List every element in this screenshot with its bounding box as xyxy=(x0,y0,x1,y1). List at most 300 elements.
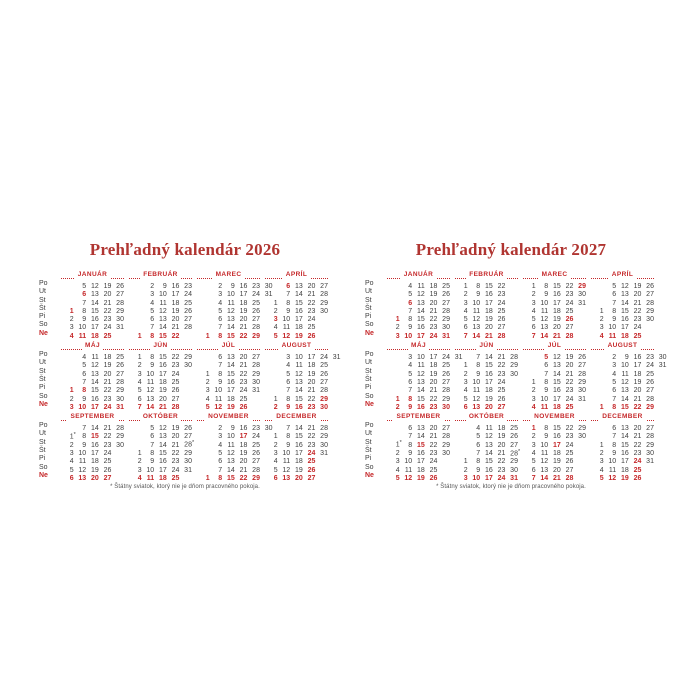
day-cell: 19 xyxy=(552,316,561,324)
week-row-ut xyxy=(523,359,586,370)
day-cell: 22 xyxy=(103,387,112,395)
day-cell: 18 xyxy=(158,378,167,386)
day-cell: 30 xyxy=(252,378,260,386)
day-cell: 3 xyxy=(150,291,155,299)
day-cell: 7 xyxy=(82,299,87,307)
day-cell: 7 xyxy=(612,433,617,441)
day-cell: 13 xyxy=(620,291,629,299)
week-row-št xyxy=(61,376,124,384)
day-cell: 22 xyxy=(565,378,574,386)
day-cell: 8 xyxy=(150,354,155,362)
day-cell: 27 xyxy=(320,378,328,386)
week-row-st xyxy=(265,368,328,376)
day-cell: 30 xyxy=(116,441,124,449)
week-row-ne xyxy=(591,330,654,338)
week-row-pi xyxy=(61,313,124,324)
day-cell: 22 xyxy=(565,425,574,433)
day-cell: 25 xyxy=(510,425,518,433)
weekday-label-st: St xyxy=(365,367,372,375)
day-cell: 29 xyxy=(252,474,260,482)
day-cell: 22 xyxy=(633,307,642,315)
day-cell: 9 xyxy=(612,316,617,324)
day-cell: 14 xyxy=(620,433,629,441)
day-cell: 7 xyxy=(612,299,617,307)
day-cell: 7 xyxy=(137,403,142,411)
week-row-po xyxy=(523,422,586,433)
month-name: APRÍL xyxy=(283,270,311,280)
day-cell: 23 xyxy=(633,316,642,324)
day-cell: 24 xyxy=(646,362,654,370)
day-cell: 4 xyxy=(205,395,210,403)
week-row-ut xyxy=(129,430,192,441)
day-cell: 6 xyxy=(69,474,74,482)
week-row-ut xyxy=(455,288,518,299)
day-cell: 1 xyxy=(531,425,536,433)
day-cell: 10 xyxy=(146,370,155,378)
day-cell: 29 xyxy=(442,395,450,403)
day-cell: 15 xyxy=(484,283,493,290)
day-cell: 31 xyxy=(116,403,124,411)
day-cell: 9 xyxy=(476,370,481,378)
day-cell: 29 xyxy=(578,425,586,433)
day-cell: 11 xyxy=(540,403,549,411)
day-cell: 15 xyxy=(620,441,629,449)
week-row-so xyxy=(455,464,518,472)
weekday-label-ne: Ne xyxy=(365,329,374,337)
day-cell: 7 xyxy=(286,425,291,433)
month-header xyxy=(455,410,518,422)
day-cell: 4 xyxy=(599,466,604,474)
day-cell: 3 xyxy=(205,387,210,395)
day-cell: 24 xyxy=(497,378,506,386)
day-cell: 10 xyxy=(404,332,413,340)
day-cell: 12 xyxy=(552,354,561,362)
day-cell: 8 xyxy=(218,474,223,482)
week-row-so xyxy=(523,393,586,401)
day-cell: 20 xyxy=(171,316,180,324)
week-row-ne xyxy=(265,330,328,338)
day-cell: 20 xyxy=(307,378,316,386)
week-row-st xyxy=(387,297,450,305)
day-cell: 18 xyxy=(103,354,112,362)
day-cell: 15 xyxy=(158,354,167,362)
day-cell: 12 xyxy=(90,362,99,370)
day-cell: 18 xyxy=(484,387,493,395)
day-cell: 13 xyxy=(416,299,425,307)
day-cell: 8 xyxy=(408,441,413,449)
day-cell: 15 xyxy=(226,474,235,482)
week-row-ut xyxy=(61,288,124,299)
day-cell: 24 xyxy=(442,354,450,362)
week-row-ut xyxy=(387,288,450,299)
day-cell: 14 xyxy=(294,291,303,299)
month-header xyxy=(455,339,518,351)
week-row-so xyxy=(523,321,586,332)
weekday-label-st: St xyxy=(365,296,372,304)
month-band xyxy=(365,268,657,338)
day-cell: 6 xyxy=(531,466,536,474)
day-cell: 2 xyxy=(218,283,223,290)
day-cell: 30 xyxy=(320,441,328,449)
day-cell: 20 xyxy=(633,291,642,299)
day-cell: 15 xyxy=(90,433,99,441)
day-cell: 15 xyxy=(158,332,167,340)
day-cell: 16 xyxy=(416,403,425,411)
day-cell: 8 xyxy=(476,362,481,370)
day-cell: 25 xyxy=(103,458,112,466)
day-cell: 22 xyxy=(239,474,248,482)
week-row-so xyxy=(591,321,654,332)
month-name: APRÍL xyxy=(609,270,637,280)
day-cell: 22 xyxy=(497,283,506,290)
day-cell: 17 xyxy=(239,433,248,441)
day-cell: 28 xyxy=(252,466,260,474)
day-cell: 30 xyxy=(578,387,586,395)
day-cell: 31 xyxy=(658,362,667,370)
week-row-pi xyxy=(387,384,450,395)
day-cell: 30 xyxy=(184,362,192,370)
day-cell: 22 xyxy=(171,450,180,458)
day-cell: 31 xyxy=(332,354,341,362)
month-október-2026 xyxy=(129,410,195,482)
day-cell: 20 xyxy=(429,299,438,307)
day-cell: 9 xyxy=(544,433,549,441)
day-cell: 10 xyxy=(78,403,87,411)
day-cell: 4 xyxy=(531,450,536,458)
calendar-2027 xyxy=(365,240,667,491)
weekday-label-ut: Ut xyxy=(39,288,46,296)
month-name: OKTÓBER xyxy=(466,412,507,422)
week-row-pi xyxy=(197,313,260,324)
week-row-pi xyxy=(591,313,654,324)
day-cell: 19 xyxy=(294,332,303,340)
day-cell: 18 xyxy=(226,395,235,403)
day-cell: 5 xyxy=(150,425,155,433)
day-cell: 9 xyxy=(408,324,413,332)
week-row-ut xyxy=(387,430,450,441)
day-cell: 15 xyxy=(158,450,167,458)
month-header xyxy=(129,339,192,351)
week-row-so xyxy=(591,464,654,472)
day-cell: 13 xyxy=(226,316,235,324)
day-cell: 10 xyxy=(540,441,549,449)
week-row-št xyxy=(129,447,192,458)
day-cell: 27 xyxy=(646,291,654,299)
day-cell: 22 xyxy=(239,332,248,340)
day-cell: 14 xyxy=(416,433,425,441)
day-cell: 30 xyxy=(184,458,192,466)
day-cell: 22 xyxy=(565,283,574,290)
month-header xyxy=(265,268,328,280)
day-cell: 19 xyxy=(552,458,561,466)
day-cell: 16 xyxy=(620,450,629,458)
day-cell: 10 xyxy=(472,299,481,307)
day-cell: 6 xyxy=(612,387,617,395)
day-cell: 30 xyxy=(578,291,586,299)
month-header xyxy=(591,268,654,280)
week-row-so xyxy=(197,321,260,332)
day-cell: 29 xyxy=(646,403,654,411)
day-cell: 5 xyxy=(69,466,74,474)
month-header xyxy=(523,410,586,422)
day-cell: 1 xyxy=(69,307,74,315)
day-cell: 15 xyxy=(294,395,303,403)
day-cell: 26 xyxy=(565,458,574,466)
day-cell: 23 xyxy=(633,450,642,458)
week-row-ut xyxy=(197,359,260,370)
month-header xyxy=(197,268,260,280)
month-header xyxy=(591,410,654,422)
day-cell: 23 xyxy=(429,450,438,458)
day-cell: 30 xyxy=(658,354,667,362)
weekday-labels-spacer xyxy=(365,339,382,351)
week-row-ut xyxy=(265,430,328,441)
day-cell: 26 xyxy=(116,283,124,290)
day-cell: 30 xyxy=(264,425,273,433)
day-cell: 5 xyxy=(82,362,87,370)
week-row-ne xyxy=(129,330,192,338)
day-cell: 11 xyxy=(404,466,413,474)
day-cell: 28 xyxy=(646,395,654,403)
day-cell: 25 xyxy=(171,474,180,482)
day-cell: 9 xyxy=(408,450,413,458)
day-cell: 3 xyxy=(531,395,536,403)
day-cell: 9 xyxy=(230,425,235,433)
day-cell: 3 xyxy=(408,354,413,362)
weekday-label-so: So xyxy=(39,463,48,471)
day-cell: 24 xyxy=(239,387,248,395)
day-cell: 2 xyxy=(69,441,74,449)
day-cell: 21 xyxy=(633,433,642,441)
day-cell: 5 xyxy=(150,307,155,315)
day-cell: 4 xyxy=(150,299,155,307)
day-cell: 19 xyxy=(226,403,235,411)
day-cell: 6 xyxy=(286,283,291,290)
week-row-st xyxy=(129,439,195,449)
day-cell: 8 xyxy=(82,307,87,315)
week-row-ne xyxy=(129,472,192,480)
day-cell: 14 xyxy=(226,466,235,474)
day-cell: 21 xyxy=(552,332,561,340)
day-cell: 18 xyxy=(90,332,99,340)
day-cell: 26 xyxy=(184,307,192,315)
day-cell: 17 xyxy=(552,395,561,403)
day-cell: 21 xyxy=(103,378,112,386)
week-row-po xyxy=(455,280,518,288)
day-cell: 10 xyxy=(214,387,223,395)
day-cell: 17 xyxy=(158,466,167,474)
weekday-labels xyxy=(365,268,382,338)
day-cell: 23 xyxy=(239,378,248,386)
week-row-pi xyxy=(387,313,450,324)
month-header xyxy=(387,339,450,351)
weekday-label-ne: Ne xyxy=(39,471,48,479)
day-cell: 24 xyxy=(171,370,180,378)
weekday-label-so: So xyxy=(365,321,374,329)
day-cell: 25 xyxy=(320,362,328,370)
day-cell: 4 xyxy=(218,441,223,449)
day-cell: 5 xyxy=(273,466,278,474)
month-name: MAREC xyxy=(213,270,245,280)
day-cell: 16 xyxy=(620,316,629,324)
day-cell: 2 xyxy=(273,403,278,411)
day-cell: 17 xyxy=(294,450,303,458)
week-row-št xyxy=(387,376,450,384)
day-cell: 13 xyxy=(416,378,425,386)
day-cell: 28 xyxy=(442,307,450,315)
week-row-ut xyxy=(455,430,518,441)
day-cell: 23 xyxy=(184,283,192,290)
day-cell: 27 xyxy=(184,316,192,324)
week-row-st xyxy=(197,368,260,376)
day-cell: 20 xyxy=(307,283,316,290)
day-cell: 5 xyxy=(531,316,536,324)
day-cell: 23 xyxy=(429,403,438,411)
day-cell: 22 xyxy=(307,299,316,307)
day-cell: 5 xyxy=(544,354,549,362)
day-cell: 4 xyxy=(463,307,468,315)
day-cell: 13 xyxy=(472,403,481,411)
week-row-so xyxy=(265,393,328,401)
day-cell: 3 xyxy=(218,291,223,299)
weekday-labels-spacer xyxy=(365,268,382,280)
week-row-st xyxy=(591,368,654,376)
day-cell: 13 xyxy=(158,433,167,441)
month-header xyxy=(523,268,586,280)
day-cell: 1 xyxy=(205,332,210,340)
week-row-št xyxy=(129,376,192,384)
week-row-št xyxy=(523,447,586,458)
day-cell: 9 xyxy=(150,362,155,370)
week-row-ne xyxy=(129,401,192,409)
day-cell: 4 xyxy=(476,425,481,433)
day-cell: 31 xyxy=(116,324,124,332)
day-cell: 3 xyxy=(218,433,223,441)
week-row-št xyxy=(265,447,328,458)
day-cell: 19 xyxy=(294,466,303,474)
week-row-št xyxy=(265,305,328,313)
day-cell: 23 xyxy=(252,425,260,433)
month-name: DECEMBER xyxy=(599,412,645,422)
day-cell: 6 xyxy=(82,370,87,378)
week-row-st xyxy=(61,439,124,447)
month-september-2026 xyxy=(61,410,124,480)
day-cell: 28 xyxy=(442,433,450,441)
month-júl-2027 xyxy=(523,339,586,409)
day-cell: 31 xyxy=(578,299,586,307)
day-cell: 2 xyxy=(137,362,142,370)
day-cell: 10 xyxy=(608,458,617,466)
day-cell: 3 xyxy=(286,354,291,362)
day-cell: 29 xyxy=(578,378,586,386)
weekday-labels-spacer xyxy=(365,410,382,422)
day-cell: 25 xyxy=(633,466,642,474)
week-row-pi xyxy=(129,384,192,395)
day-cell: 19 xyxy=(484,395,493,403)
day-cell: 16 xyxy=(90,441,99,449)
day-cell: 6 xyxy=(137,395,142,403)
day-cell: 5 xyxy=(463,395,468,403)
day-cell: 7 xyxy=(476,354,481,362)
week-row-po xyxy=(591,351,667,362)
day-cell: 25 xyxy=(633,332,642,340)
day-cell: 28 xyxy=(497,332,506,340)
weekday-label-po: Po xyxy=(39,422,48,430)
day-cell: 26 xyxy=(252,307,260,315)
day-cell: 16 xyxy=(294,441,303,449)
day-cell: 26 xyxy=(307,466,316,474)
day-cell: 16 xyxy=(239,283,248,290)
day-cell: 8 xyxy=(544,283,549,290)
day-cell: 2 xyxy=(599,450,604,458)
week-row-št xyxy=(455,447,521,458)
day-cell: 28 xyxy=(565,474,574,482)
weekday-label-št: Št xyxy=(39,447,46,455)
month-november-2026 xyxy=(197,410,273,482)
day-cell: 12 xyxy=(620,378,629,386)
day-cell: 10 xyxy=(294,354,303,362)
day-cell: 9 xyxy=(82,316,87,324)
day-cell: 4 xyxy=(395,466,400,474)
week-row-po xyxy=(61,351,124,362)
day-cell: 3 xyxy=(463,474,468,482)
day-cell: 26 xyxy=(239,403,248,411)
day-cell: 23 xyxy=(252,283,260,290)
day-cell: 15 xyxy=(484,458,493,466)
day-cell: 3 xyxy=(273,316,278,324)
month-august-2026 xyxy=(265,339,341,411)
month-name: JÚN xyxy=(150,341,170,351)
weekday-label-pi: Pi xyxy=(365,313,372,321)
day-cell: 7 xyxy=(82,378,87,386)
day-cell: 24 xyxy=(565,441,574,449)
day-cell: 24 xyxy=(252,433,260,441)
day-cell: 7 xyxy=(150,324,155,332)
day-cell: 5 xyxy=(205,403,210,411)
day-cell: 14 xyxy=(484,354,493,362)
month-name: AUGUST xyxy=(605,341,641,351)
day-cell: 22 xyxy=(633,403,642,411)
week-row-ut xyxy=(197,288,273,299)
week-row-ut xyxy=(129,359,192,370)
day-cell: 23 xyxy=(497,466,506,474)
day-cell: 27 xyxy=(116,370,124,378)
day-cell: 14 xyxy=(540,332,549,340)
day-cell: 18 xyxy=(552,307,561,315)
week-row-ne xyxy=(387,472,450,480)
weekday-label-ne: Ne xyxy=(365,400,374,408)
day-cell: 16 xyxy=(171,283,180,290)
day-cell: 26 xyxy=(510,433,518,441)
day-cell: 21 xyxy=(565,370,574,378)
day-cell: 1 xyxy=(531,283,536,290)
day-cell: 22 xyxy=(497,458,506,466)
week-row-st xyxy=(197,439,260,447)
day-cell: 10 xyxy=(608,324,617,332)
week-row-ut xyxy=(455,359,518,370)
week-row-st xyxy=(455,439,518,447)
day-cell: 27 xyxy=(252,354,260,362)
week-row-po xyxy=(197,422,273,433)
day-cell: 7 xyxy=(218,362,223,370)
day-cell: 3 xyxy=(612,362,617,370)
day-cell: 18 xyxy=(429,362,438,370)
week-row-so xyxy=(129,393,192,401)
week-row-po xyxy=(197,351,260,362)
day-cell: 16 xyxy=(484,466,493,474)
day-cell: 9 xyxy=(624,354,629,362)
day-cell: 10 xyxy=(282,316,291,324)
